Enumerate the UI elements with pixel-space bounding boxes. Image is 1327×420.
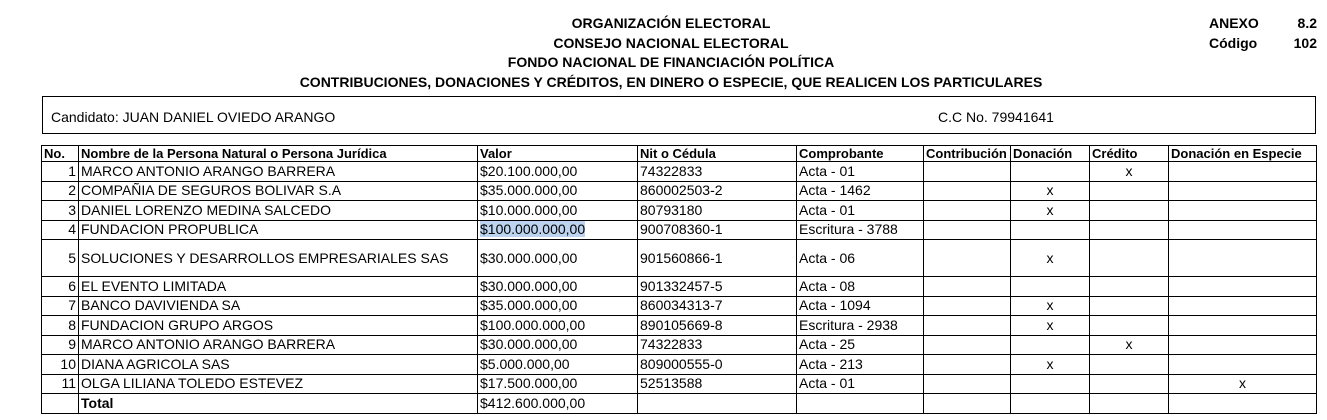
cell-contribucion [924,240,1011,277]
header-name: Nombre de la Persona Natural o Persona Jurídica [79,146,478,162]
cell-nit: 901332457-5 [638,277,797,297]
table-row [42,181,1317,201]
header-contribucion: Contribución [924,146,1011,162]
header-no: No. [42,146,79,162]
cell-contribucion [924,181,1011,201]
annex-block [1209,14,1317,53]
header-especie: Donación en Especie [1169,146,1317,162]
title-line-1: ORGANIZACIÓN ELECTORAL [571,15,771,31]
cell-especie [1169,277,1317,297]
cell-donacion: x [1011,201,1090,221]
table-row [42,240,1317,277]
table-row [42,201,1317,221]
cell-nit: 901560866-1 [638,240,797,277]
cell-no: 7 [42,296,79,316]
cell-contribucion [924,296,1011,316]
cell-no: 9 [42,335,79,355]
cell-donacion [1011,277,1090,297]
cell-donacion: x [1011,240,1090,277]
cell-especie [1169,162,1317,182]
cell-name: OLGA LILIANA TOLEDO ESTEVEZ [79,374,478,394]
table-row [42,355,1317,375]
cell-credito [1090,181,1169,201]
cell-no: 5 [42,240,79,277]
table-row-selected [42,220,1317,240]
cell-credito: x [1090,335,1169,355]
table-header-row [42,146,1317,162]
cell-no: 10 [42,355,79,375]
header-nit: Nit o Cédula [638,146,797,162]
candidate-label: Candidato: JUAN DANIEL OVIEDO ARANGO [51,109,336,125]
cell-credito [1090,277,1169,297]
title-line-3: FONDO NACIONAL DE FINANCIACIÓN POLÍTICA [507,54,835,70]
cell-valor: $35.000.000,00 [478,181,638,201]
title-line-4: CONTRIBUCIONES, DONACIONES Y CRÉDITOS, EN DINERO O ESPECIE, QUE REALICEN LOS PARTICULARES [299,73,1043,90]
cell-valor: $30.000.000,00 [478,277,638,297]
cell-donacion [1011,162,1090,182]
total-empty-cell [1090,394,1169,414]
table-row [42,277,1317,297]
cell-comprobante: Acta - 1094 [797,296,924,316]
cell-contribucion [924,201,1011,221]
cell-name: FUNDACION GRUPO ARGOS [79,316,478,336]
anexo-value: 8.2 [1297,15,1317,31]
cell-no: 8 [42,316,79,336]
cell-no: 2 [42,181,79,201]
cell-credito [1090,374,1169,394]
cell-nit: 809000555-0 [638,355,797,375]
cell-comprobante: Acta - 25 [797,335,924,355]
cell-valor: $10.000.000,00 [478,201,638,221]
total-no-cell [42,394,79,414]
cell-valor: $30.000.000,00 [478,335,638,355]
cell-nit: 52513588 [638,374,797,394]
cell-name: DIANA AGRICOLA SAS [79,355,478,375]
contributions-table [41,145,1317,414]
total-empty-cell [1169,394,1317,414]
codigo-value: 102 [1293,34,1317,51]
cell-comprobante: Acta - 213 [797,355,924,375]
cell-credito [1090,240,1169,277]
candidate-box [42,96,1316,134]
cell-nit: 860034313-7 [638,296,797,316]
cell-especie [1169,355,1317,375]
cell-donacion [1011,220,1090,240]
cell-nit: 74322833 [638,162,797,182]
cell-especie: x [1169,374,1317,394]
cell-especie [1169,240,1317,277]
total-row [42,394,1317,414]
total-value: $412.600.000,00 [478,394,638,414]
candidate-cc: C.C No. 79941641 [938,109,1054,125]
cell-credito [1090,220,1169,240]
cell-no: 1 [42,162,79,182]
cell-donacion: x [1011,316,1090,336]
cell-credito [1090,316,1169,336]
cell-nit: 74322833 [638,335,797,355]
cell-contribucion [924,335,1011,355]
title-line-2: CONSEJO NACIONAL ELECTORAL [553,34,789,51]
cell-valor: $5.000.000,00 [478,355,638,375]
cell-contribucion [924,355,1011,375]
cell-valor: $17.500.000,00 [478,374,638,394]
cell-nit: 80793180 [638,201,797,221]
total-label: Total [79,394,478,414]
cell-especie [1169,220,1317,240]
total-empty-cell [924,394,1011,414]
table-row [42,316,1317,336]
cell-donacion: x [1011,296,1090,316]
total-empty-cell [797,394,924,414]
cell-name: MARCO ANTONIO ARANGO BARRERA [79,162,478,182]
cell-comprobante: Escritura - 2938 [797,316,924,336]
cell-contribucion [924,374,1011,394]
cell-comprobante: Acta - 06 [797,240,924,277]
header-donacion: Donación [1011,146,1090,162]
cell-donacion [1011,335,1090,355]
cell-name: BANCO DAVIVIENDA SA [79,296,478,316]
codigo-label: Código [1209,34,1258,51]
cell-nit: 900708360-1 [638,220,797,240]
cell-donacion: x [1011,181,1090,201]
cell-comprobante: Acta - 01 [797,162,924,182]
document-titles [0,14,1327,92]
cell-nit: 860002503-2 [638,181,797,201]
cell-especie [1169,296,1317,316]
anexo-label: ANEXO [1209,15,1259,31]
cell-credito: x [1090,162,1169,182]
cell-name: SOLUCIONES Y DESARROLLOS EMPRESARIALES SAS [79,240,478,277]
cell-credito [1090,296,1169,316]
cell-nit: 890105669-8 [638,316,797,336]
cell-especie [1169,181,1317,201]
cell-especie [1169,316,1317,336]
cell-valor: $100.000.000,00 [478,316,638,336]
header-comprobante: Comprobante [797,146,924,162]
table-row [42,335,1317,355]
cell-contribucion [924,277,1011,297]
header-credito: Crédito [1090,146,1169,162]
cell-valor: $35.000.000,00 [478,296,638,316]
cell-donacion: x [1011,355,1090,375]
cell-name: MARCO ANTONIO ARANGO BARRERA [79,335,478,355]
cell-comprobante: Escritura - 3788 [797,220,924,240]
table-body [42,162,1317,414]
selected-text-highlight[interactable]: $100.000.000,00 [480,221,586,238]
cell-name: DANIEL LORENZO MEDINA SALCEDO [79,201,478,221]
total-empty-cell [1011,394,1090,414]
cell-no: 6 [42,277,79,297]
cell-contribucion [924,316,1011,336]
header-valor: Valor [478,146,638,162]
cell-especie [1169,335,1317,355]
table-row [42,162,1317,182]
table-row [42,374,1317,394]
cell-no: 4 [42,220,79,240]
cell-donacion [1011,374,1090,394]
cell-credito [1090,201,1169,221]
cell-contribucion [924,220,1011,240]
table-row [42,296,1317,316]
cell-comprobante: Acta - 01 [797,374,924,394]
cell-name: EL EVENTO LIMITADA [79,277,478,297]
cell-credito [1090,355,1169,375]
cell-comprobante: Acta - 1462 [797,181,924,201]
cell-valor: $30.000.000,00 [478,240,638,277]
cell-no: 3 [42,201,79,221]
total-empty-cell [638,394,797,414]
cell-name: COMPAÑIA DE SEGUROS BOLIVAR S.A [79,181,478,201]
cell-contribucion [924,162,1011,182]
cell-name: FUNDACION PROPUBLICA [79,220,478,240]
cell-comprobante: Acta - 08 [797,277,924,297]
cell-valor: $20.100.000,00 [478,162,638,182]
cell-valor[interactable] [478,220,638,240]
cell-no: 11 [42,374,79,394]
cell-especie [1169,201,1317,221]
cell-comprobante: Acta - 01 [797,201,924,221]
